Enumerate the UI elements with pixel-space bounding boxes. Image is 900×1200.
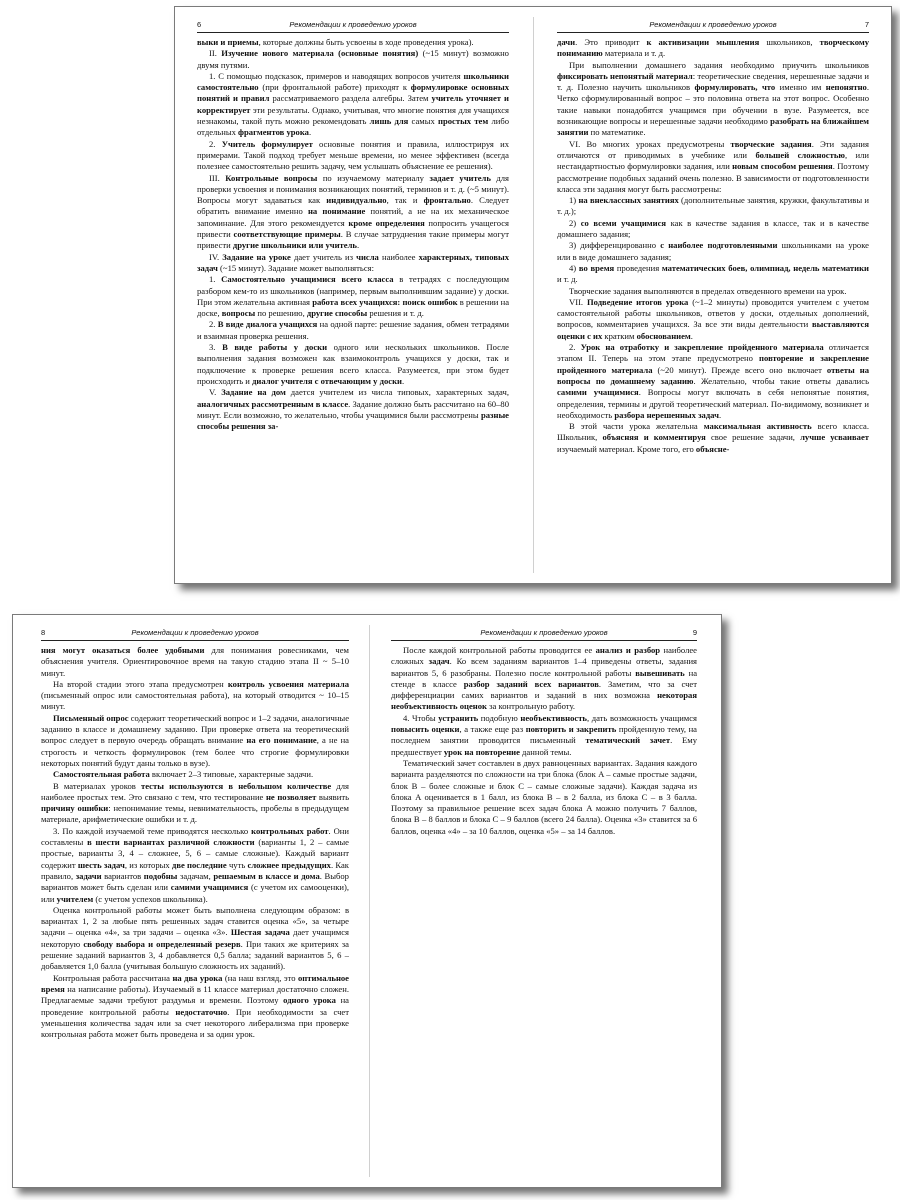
text-run: . Как правило, [41,859,349,881]
bold-run: лишь для [369,116,409,127]
bold-run: повысить оценки [391,724,460,735]
paragraph [557,240,869,263]
text-run: для наиболее простых тем. Это связано с тем, что тестирование [41,780,349,802]
text-run: на написание работы). Изучаемый в 11 классе материал достаточно сложен. Предлагаемые задачи требуют раздумья и времени. Поэтому [41,983,349,1006]
paragraph [391,645,697,713]
text-run: 3. По каждой изучаемой теме приводятся несколько [53,825,252,836]
bold-run: сложнее предыдущих [247,859,331,870]
text-run: V. [209,387,222,398]
text-run: чуть [226,859,248,870]
text-run: 2. [209,138,222,149]
text-run: , так и [386,195,424,206]
text-run: либо отдельных [197,116,509,138]
text-run: . При необходимости за счет уменьшения количества задач или за счет некоторого либерализма при проверке контрольная работа может быть проведена и за один урок. [41,1006,349,1040]
text-run: . Следует обратить внимание именно [197,195,509,217]
text-run: отличается этапом II. Теперь на этом этапе предусмотрено [557,342,869,364]
bold-run: формулировать, что [694,82,776,93]
text-run: Творческие задания выполняются в пределах отведенного времени на урок. [569,285,847,296]
bold-run: непонятно [825,82,867,93]
text-run: . Они составлены [41,825,349,848]
bold-run: тематический зачет [585,735,671,746]
bold-run: самими учащимися [557,387,639,398]
running-title: Рекомендации к проведению уроков [480,628,608,637]
bold-run: максимальная активность [703,421,812,432]
bold-run: недостаточно [175,1006,228,1017]
text-run: VII. [569,296,587,307]
bold-run: ния могут оказаться более удобными [41,645,205,655]
text-run: II. [209,48,222,59]
text-run: на проведение контрольной работы [41,995,349,1017]
text-run: 3. [209,342,223,353]
bold-run: выставляются оценки с их [557,319,869,341]
text-run: именно им [775,82,826,93]
text-run: дает учитель из [290,251,357,262]
bold-run: анализ и разбор [595,645,661,655]
bold-run: необъективность [520,712,587,723]
text-run: в тетрадях с последующим разбором кем-то из школьников (например, первым выполнившим задание) у доски. При этом желательна активная [197,274,509,307]
gutter [533,17,534,573]
bold-run: на его понимание [246,735,317,746]
text-run: . [690,330,693,341]
text-run: решения и т. д. [367,308,424,319]
text-run: пройденную тему, на последнем занятии проводится письменный [391,724,697,746]
text-run: , дать возможность учащимся [586,712,697,723]
running-header [41,628,349,641]
bold-run: подобны [143,870,178,881]
text-run: Оценка контрольной работы может быть выполнена следующим образом: в вариантах 1, 2 за любые пять решенных задач ставится оценка «5», за четыре задачи – оценка «4», за три задачи – оценка «3». [41,904,349,938]
bold-run: во время [578,262,615,273]
bold-run: решаемым в классе и дома [213,870,320,881]
paragraph [391,758,697,837]
paragraph [557,60,869,139]
paragraph [197,274,509,319]
text-run: самых [408,116,439,127]
text-run: на одной парте: решение задания, обмен тетрадями и взаимная проверка решения. [197,319,509,341]
bold-run: характерных, типовых задач [197,251,509,273]
bold-run: в шести вариантах различной сложности [87,837,255,848]
text-run: На второй стадии этого этапа предусмотрен [53,678,228,689]
bold-run: повторить и закрепить [525,724,617,735]
bold-run: формулировке основных понятий и правил [197,82,509,104]
bold-run: фронтально [423,195,471,206]
bold-run: творческие задания [730,138,812,149]
page-body [197,37,509,579]
text-run: по математике. [588,127,646,138]
page-body [557,37,869,579]
text-run: школьниками на уроке или в виде домашнего задания; [557,240,869,262]
text-run: . [402,375,405,386]
paragraph [557,297,869,342]
text-run: наиболее сложных [391,645,697,667]
text-run: попросить учащегося привести [197,217,509,240]
bold-run: учитель уточняет и корректирует [197,93,509,115]
bold-run: индивидуально [326,195,387,206]
text-run: за контрольную работу. [486,701,576,712]
text-run: 1. [209,274,222,285]
bold-run: Изучение нового материала (основные понятия) [221,48,419,59]
text-run: Контрольная работа рассчитана [53,972,173,983]
bold-run: Подведение итогов урока [586,296,689,307]
text-run: (~15 минут) возможно двумя путями. [197,48,509,70]
bold-run: разные способы решения за- [197,409,509,432]
text-run: содержит теоретический вопрос и 1–2 задачи, аналогичные заданию в классе и домашнему заданию. При проверке ответа на теоретический вопрос следует в первую очередь обращать внимание [41,712,349,746]
page-number: 8 [41,628,46,637]
book-spread-bottom [12,614,722,1188]
paragraph [197,342,509,387]
paragraph [41,973,349,1041]
text-run: . В случае затруднения такие примеры могут привести [197,229,509,251]
bold-run: ответы на вопросы по домашнему заданию [557,364,869,386]
text-run: (варианты 1, 2 – самые простые, варианты 3, 4 – сложнее, 5, 6 – самые сложные). Каждый вариант содержит [41,837,349,870]
text-run: как в качестве задания в классе, так и в качестве домашнего задания; [557,217,869,240]
paragraph [41,645,349,679]
running-title: Рекомендации к проведению уроков [649,20,777,29]
paragraph [557,195,869,218]
bold-run: оптимальное время [41,972,349,994]
book-spread-top [174,6,892,584]
text-run: . Вопросы могут включать в себя непонятые понятия, определения, термины и другой теоретический материал. По-видимому, возникнет и необходимость [557,387,869,420]
bold-run: простых тем [438,116,489,127]
page-7 [557,7,869,583]
text-run: эти результаты. Однако, учитывая, что многие понятия для учащихся незнакомы, такой путь можно рекомендовать [197,104,509,127]
text-run: дается учителем из числа типовых, характерных задач, [285,387,509,398]
text-run: . При таких же критериях за решение заданий вариантов 3, 4 добавляется 0,5 балла; заданий вариантов 5, 6 – добавляется 1,0 балла (учитывая большую сложность их заданий). [41,938,349,972]
paragraph [41,679,349,713]
paragraph [197,319,509,342]
bold-run: со всеми учащимися [580,217,667,228]
paragraph [41,826,349,905]
bold-run: повторение и закрепление пройденного материала [557,353,869,375]
page-6 [197,7,509,583]
paragraph [41,905,349,973]
text-run: одного или нескольких школьников. После выполнения задания возможен как взаимоконтроль учащихся у доски, так и подключение к проверке решения всего класса. Разумеется, при этом будет происходить и [197,342,509,386]
bold-run: другие способы [306,308,368,319]
bold-run: Шестая задача [230,927,290,938]
page-body [41,645,349,1183]
text-run: данной темы. [519,746,572,757]
text-run: VI. Во многих уроках предусмотрены [569,138,731,149]
bold-run: контроль усвоения материала [227,678,349,689]
text-run: , а также еще раз [459,724,526,735]
text-run: . Выбор вариантов может быть сделан или [41,870,349,893]
text-run: , которые должны быть усвоены в ходе проведения урока). [258,37,474,47]
bold-run: Письменный опрос [53,712,129,723]
text-run: . Ко всем заданиям вариантов 1–4 приведены ответы, задания вариантов 5, 6 разобраны. Полезно после контрольной работы [391,656,697,678]
text-run: . Заметим, что за счет дифференциации самих вариантов и заданий в них возможна [391,678,697,701]
paragraph [41,781,349,826]
text-run: . Поэтому рассмотрение подобных заданий очень полезно. В зависимости от подготовленности класса эти задания могут быть рассмотрены: [557,161,869,194]
text-run: проведения [614,262,662,273]
text-run: Тематический зачет составлен в двух равноценных вариантах. Задания каждого варианта разделяются по сложности на три блока (блок A – самые простые задачи, блок B – более сложные и блок C – самые сложные задачи). Каждая задача из блока A оценивается в 1 балл, из блока B – в 2 балла, из блока C – в 3 балла. Поэтому за правильное решение всех задач блока A можно получить 7 баллов, блока B – 8 баллов и блока C – 9 баллов (всего 24 балла). Оценка «3» ставится за 6 баллов, оценка «4» – за 10 баллов, оценка «5» – за 14 баллов. [391,757,697,836]
paragraph [41,713,349,769]
text-run: (на наш взгляд, это [222,972,298,983]
bold-run: математических боев, олимпиад, недель математики [661,262,869,273]
text-run: 1) [569,195,579,206]
text-run: в решении на доске, [197,296,509,319]
text-run: , из которых [124,859,172,870]
page-body [391,645,697,1183]
bold-run: самими учащимися [170,882,249,893]
text-run: вариантов [101,870,144,881]
bold-run: Самостоятельная работа [53,769,150,780]
text-run: 4. Чтобы [403,712,439,723]
text-run: по изучаемому материалу [317,172,430,183]
text-run: для проверки усвоения и понимания возникающих понятий, терминов и т. д. (~5 минут). Вопросы могут задаваться как [197,172,509,206]
bold-run: другие школьники или учитель [232,240,357,251]
text-run: по решению, [255,308,307,319]
paragraph [557,139,869,195]
text-run: . Эти задания отличаются от приводимых в учебнике или [557,138,869,160]
text-run: 1. С помощью подсказок, примеров и наводящих вопросов учителя [209,70,464,81]
gutter [369,625,370,1177]
paragraph [197,71,509,139]
text-run: дает учащимся некоторую [41,927,349,949]
bold-run: задач [428,656,450,667]
text-run: . Желательно, чтобы такие ответы давались [693,375,869,386]
text-run: : непонимание темы, невнимательность, пробелы в предыдущем материале, арифметические ошибки и т. д. [41,803,349,825]
running-header [391,628,697,641]
running-title: Рекомендации к проведению уроков [289,20,417,29]
bold-run: Урок на отработку и закрепление пройденного материала [580,342,824,353]
page-9 [391,615,697,1187]
text-run: (при фронтальной работе) приходят к [258,82,411,93]
bold-run: фрагментов урока [238,127,309,138]
bold-run: урок на повторение [443,746,520,757]
paragraph [557,37,869,60]
bold-run: задает учитель [429,172,491,183]
text-run: . Это приводит [575,37,647,47]
text-run: 2. [569,342,581,353]
bold-run: шесть задач [77,859,125,870]
bold-run: свободу выбора и определенный резерв [83,938,241,949]
paragraph [557,342,869,421]
bold-run: объясняя и комментируя [602,432,706,443]
paragraph [557,286,869,297]
text-run: При выполнении домашнего задания необходимо приучить школьников [569,59,869,70]
text-run: наиболее [378,251,419,262]
bold-run: устранить [438,712,479,723]
bold-run: творческому пониманию [557,37,869,59]
paragraph [197,252,509,275]
bold-run: Задание на дом [221,387,286,398]
text-run: . Ему предшествует [391,735,697,757]
text-run: кратким [602,330,637,341]
bold-run: на внеклассных занятиях [578,195,679,206]
bold-run: числа [356,251,379,262]
text-run: . [308,127,312,138]
text-run: . [718,409,722,420]
text-run: понятий, а не на их механическое запоминание. Для этого рекомендуется [197,206,509,228]
text-run: школьников, [759,37,820,47]
bold-run: к активизации мышления [646,37,760,47]
bold-run: объясне- [695,443,730,454]
bold-run: разбора нерешенных задач [614,409,719,420]
text-run: включает 2–3 типовые, характерные задачи. [149,769,314,780]
bold-run: задачи [75,870,102,881]
text-run: В материалах уроков [53,780,142,791]
paragraph [197,387,509,432]
page-8 [41,615,349,1187]
text-run: изучаемый материал. Кроме того, его [557,443,696,454]
text-run: (письменный опрос или самостоятельная работа), на который отводится ~ 10–15 минут. [41,690,349,712]
text-run: материала и т. д. [602,48,666,59]
paragraph [557,263,869,286]
bold-run: Самостоятельно учащимися всего класса [221,274,394,285]
text-run: III. [209,172,226,183]
bold-run: дачи [557,37,576,47]
text-run: задачам, [177,870,214,881]
bold-run: В виде диалога учащихся [217,319,318,330]
text-run: для понимания ровесниками, чем объяснения учителя. Ориентировочное время на такую стадию этапа II ~ 5–10 минут. [41,645,349,678]
text-run: 2. [209,319,218,330]
bold-run: новым способом решения [732,161,833,172]
bold-run: В виде работы у доски [222,342,328,353]
bold-run: лучше усваивает [800,432,869,443]
paragraph [557,218,869,241]
bold-run: не позволяет [265,791,317,802]
text-run: , а не на строгость и четкость формулировок (тем более что строгие формулировки некоторых понятий будут даны только в вузе). [41,735,349,768]
running-header [197,20,509,33]
text-run: свое решение задачи, [705,432,801,443]
text-run: (~1–2 минуты) проводится учителем с учетом самостоятельной работы школьников, ответов у доски, отдельных дополнений, вопросов, комментариев учащихся. За все эти виды деятельности [557,296,869,330]
bold-run: на понимание [307,206,366,217]
paragraph [557,421,869,455]
text-run: : теоретические сведения, нерешенные задачи и т. д. Полезно научить школьников [557,70,869,93]
text-run: . Четко сформулированный вопрос – это половина ответа на этот вопрос. Особенно такие навыки понадобятся учащимся при обучении в вузе. Разумеется, все возникающие вопросы и нерешенные задачи необходимо [557,82,869,127]
page-number: 9 [692,628,697,637]
bold-run: соответствующие примеры [233,229,341,240]
bold-run: причину ошибки [41,803,109,814]
bold-run: вопросы [221,308,256,319]
paragraph [197,48,509,71]
text-run: (дополнительные занятия, кружки, факультативы и т. д.); [557,195,869,217]
paragraph [391,713,697,758]
bold-run: диалог учителя с отвечающим у доски [252,375,402,386]
bold-run: на два урока [172,972,223,983]
running-header [557,20,869,33]
page-number: 6 [197,20,202,29]
bold-run: с наиболее подготовленными [660,240,778,251]
bold-run: кроме определения [348,217,425,228]
paragraph [197,139,509,173]
text-run: (с учетом их самооценки), или [41,882,349,904]
bold-run: Задание на уроке [222,251,291,262]
text-run: 2) [569,217,581,228]
bold-run: фиксировать непонятый материал [557,70,693,81]
text-run: выявить [316,791,349,802]
bold-run: школьники самостоятельно [197,70,509,93]
bold-run: работа всех учащихся: поиск ошибок [312,296,458,307]
bold-run: Учитель формулирует [221,138,313,149]
text-run: . [356,240,360,251]
text-run: (~15 минут). Задание может выполняться: [217,262,374,273]
text-run: IV. [209,251,223,262]
text-run: 4) [569,262,579,273]
text-run: В этой части урока желательна [569,421,704,432]
bold-run: учителем [56,893,94,904]
bold-run: аналогичных рассмотренным в классе [197,398,349,409]
bold-run: контрольных работ [251,825,329,836]
text-run: основные понятия и правила, иллюстрируя их примерами. Такой подход требует меньше времени, но менее эффективен (всегда полезнее самостоятельно решить задачу, чем услышать объяснение ее решения). [197,138,509,172]
paragraph [197,173,509,252]
running-title: Рекомендации к проведению уроков [131,628,259,637]
bold-run: одного урока [283,995,336,1006]
text-run: подобную [478,712,521,723]
page-number: 7 [864,20,869,29]
paragraph [41,769,349,780]
text-run: 3) дифференцированно [569,240,661,251]
bold-run: вывешивать [635,667,685,678]
bold-run: большей сложностью [755,149,845,160]
text-run: рассматриваемого раздела алгебры. Затем [269,93,432,104]
bold-run: две последние [171,859,227,870]
bold-run: Контрольные вопросы [225,172,318,183]
bold-run: выки и приемы [197,37,259,47]
text-run: на стенде в классе [391,667,697,689]
bold-run: разбор заданий всех вариантов [463,678,599,689]
bold-run: разобрать на ближайшем занятии [557,116,869,138]
text-run: . Задание должно быть рассчитано на 60–80 минут. Если возможно, то желательно, чтобы учащимися были рассмотрены [197,398,509,420]
text-run: (~20 минут). Прежде всего оно включает [652,364,827,375]
text-run: всего класса. Школьник, [557,421,869,443]
text-run: , или нестандартностью формулировки задания, или [557,149,869,172]
bold-run: обоснованием [636,330,691,341]
bold-run: некоторая необъективность оценок [391,690,697,712]
paragraph [197,37,509,48]
bold-run: тесты используются в небольшом количестве [141,780,332,791]
text-run: и т. д. [557,274,578,285]
text-run: (с учетом успехов школьника). [93,893,208,904]
text-run: После каждой контрольной работы проводится ее [403,645,596,655]
